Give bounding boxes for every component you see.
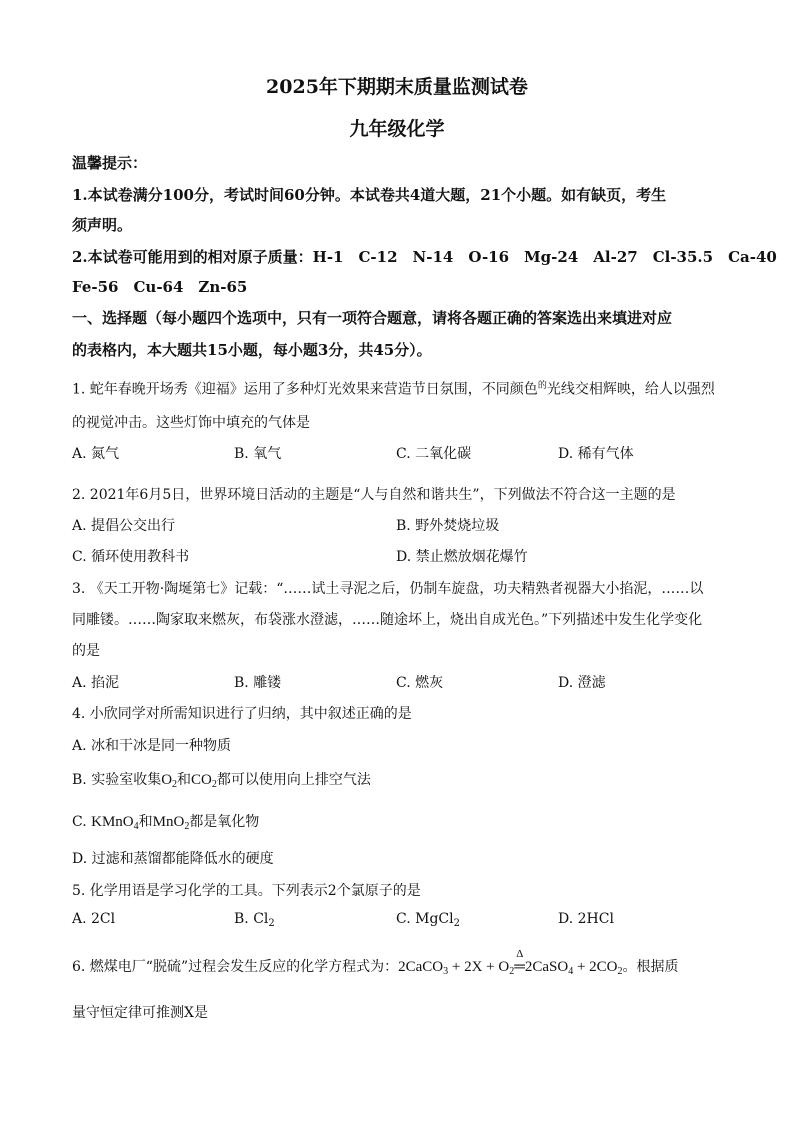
q4-option-c-mid: 和	[138, 814, 153, 830]
q4-option-b[interactable]	[72, 769, 371, 789]
tips-line-2: 2.本试卷可能用到的相对原子质量：H-1 C-12 N-14 O-16 Mg-24 Al-27 Cl-35.5 Ca-40	[72, 248, 777, 266]
q3-option-c[interactable]: C. 燃灰	[396, 675, 444, 691]
q5-option-c[interactable]	[396, 911, 460, 927]
question-1-text-b: 光线交相辉映，给人以强烈	[546, 381, 715, 398]
q4-option-d[interactable]: D. 过滤和蒸馏都能降低水的硬度	[72, 851, 274, 867]
q4-option-b-formula-2	[191, 772, 217, 788]
question-1-line-1	[72, 378, 715, 399]
question-1-text-a: 1. 蛇年春晚开场秀《迎福》运用了多种灯光效果来营造节日氛围，不同颜色	[72, 381, 538, 398]
section-heading: 一、选择题（每小题四个选项中，只有一项符合题意，请将各题正确的答案选出来填进对应	[72, 309, 673, 327]
tips-line-2-cont: Fe-56 Cu-64 Zn-65	[72, 278, 248, 296]
formula-text: CO	[191, 772, 212, 788]
chemical-equation	[398, 948, 623, 977]
question-6-post: 。根据质	[622, 959, 679, 975]
question-3-line-3: 的是	[72, 643, 100, 659]
equation-reactants: + 2X + O	[448, 959, 510, 975]
equation-subscript: 3	[443, 966, 449, 977]
q4-option-c-formula-2	[153, 814, 190, 830]
question-3-line-1: 3. 《天工开物·陶埏第七》记载：“……试土寻泥之后，仍制车旋盘，功夫精熟者视器大小掐泥，……以	[72, 581, 704, 597]
q4-option-c-formula-1	[91, 814, 139, 830]
equation-caso4: 2CaSO	[524, 959, 569, 975]
question-1-superscript: 的	[537, 381, 547, 391]
formula-subscript: 2	[172, 779, 178, 790]
q4-option-c-post: 都是氧化物	[189, 814, 260, 830]
equation-subscript: 4	[568, 966, 574, 977]
equation-arrow: ═	[514, 959, 525, 975]
question-2-line-1: 2. 2021年6月5日，世界环境日活动的主题是“人与自然和谐共生”，下列做法不符合这一主题的是	[72, 487, 676, 503]
q2-option-d[interactable]: D. 禁止燃放烟花爆竹	[396, 549, 528, 565]
q5-option-c-text: C. MgCl	[396, 911, 454, 927]
q1-option-c[interactable]: C. 二氧化碳	[396, 446, 472, 462]
q5-option-a[interactable]: A. 2Cl	[72, 911, 116, 927]
exam-title: 2025年下期期末质量监测试卷	[266, 76, 528, 98]
section-heading-cont: 的表格内，本大题共15小题，每小题3分，共45分）。	[72, 341, 432, 359]
tips-line-1: 1.本试卷满分100分，考试时间60分钟。本试卷共4道大题，21个小题。如有缺页，考生	[72, 186, 667, 204]
equation-subscript: 2	[617, 966, 623, 977]
q5-option-c-subscript: 2	[453, 918, 460, 929]
q4-option-b-pre: B. 实验室收集	[72, 772, 162, 788]
q3-option-b[interactable]: B. 雕镂	[234, 675, 282, 691]
q1-option-b[interactable]: B. 氧气	[234, 446, 282, 462]
q4-option-c-pre: C.	[72, 814, 92, 830]
q2-option-a[interactable]: A. 提倡公交出行	[72, 518, 176, 534]
tips-line-1-cont: 须声明。	[72, 216, 133, 234]
q5-option-d[interactable]: D. 2HCl	[558, 911, 614, 927]
heat-condition	[514, 948, 525, 976]
question-5-line-1: 5. 化学用语是学习化学的工具。下列表示2个氯原子的是	[72, 883, 421, 899]
q3-option-a[interactable]: A. 掐泥	[72, 675, 120, 691]
q5-option-b[interactable]	[234, 911, 275, 927]
q5-option-b-text: B. Cl	[234, 911, 269, 927]
question-6-line-1	[72, 948, 679, 977]
q4-option-b-formula-1	[161, 772, 177, 788]
q4-option-c[interactable]	[72, 811, 259, 831]
question-1-line-2: 的视觉冲击。这些灯饰中填充的气体是	[72, 415, 310, 431]
equation-products: + 2CO	[573, 959, 618, 975]
exam-subtitle: 九年级化学	[349, 118, 445, 140]
equation-caco3: 2CaCO	[398, 959, 444, 975]
tips-heading: 温馨提示：	[72, 154, 148, 172]
question-4-line-1: 4. 小欣同学对所需知识进行了归纳，其中叙述正确的是	[72, 706, 412, 722]
equation-subscript: 2	[509, 966, 515, 977]
q3-option-d[interactable]: D. 澄滤	[558, 675, 606, 691]
formula-subscript: 2	[211, 779, 217, 790]
question-6-pre: 6. 燃煤电厂“脱硫”过程会发生反应的化学方程式为：	[72, 959, 399, 975]
q1-option-d[interactable]: D. 稀有气体	[558, 446, 634, 462]
formula-text: KMnO	[91, 814, 134, 830]
formula-text: O	[161, 772, 173, 788]
q5-option-b-subscript: 2	[268, 918, 275, 929]
formula-subscript: 2	[184, 821, 190, 832]
q2-option-c[interactable]: C. 循环使用教科书	[72, 549, 190, 565]
q4-option-a[interactable]: A. 冰和干冰是同一种物质	[72, 738, 232, 754]
q4-option-b-post: 都可以使用向上排空气法	[216, 772, 371, 788]
formula-subscript: 4	[133, 821, 139, 832]
q2-option-b[interactable]: B. 野外焚烧垃圾	[396, 518, 500, 534]
question-3-line-2: 同雕镂。……陶家取来燃灰，布袋涨水澄滤，……随途坏上，烧出自成光色。”下列描述中发生化学变化	[72, 612, 703, 628]
formula-text: MnO	[152, 814, 185, 830]
question-6-line-2: 量守恒定律可推测X是	[72, 1005, 208, 1021]
q1-option-a[interactable]: A. 氮气	[72, 446, 120, 462]
delta-symbol: Δ	[516, 948, 524, 960]
q4-option-b-mid: 和	[177, 772, 192, 788]
